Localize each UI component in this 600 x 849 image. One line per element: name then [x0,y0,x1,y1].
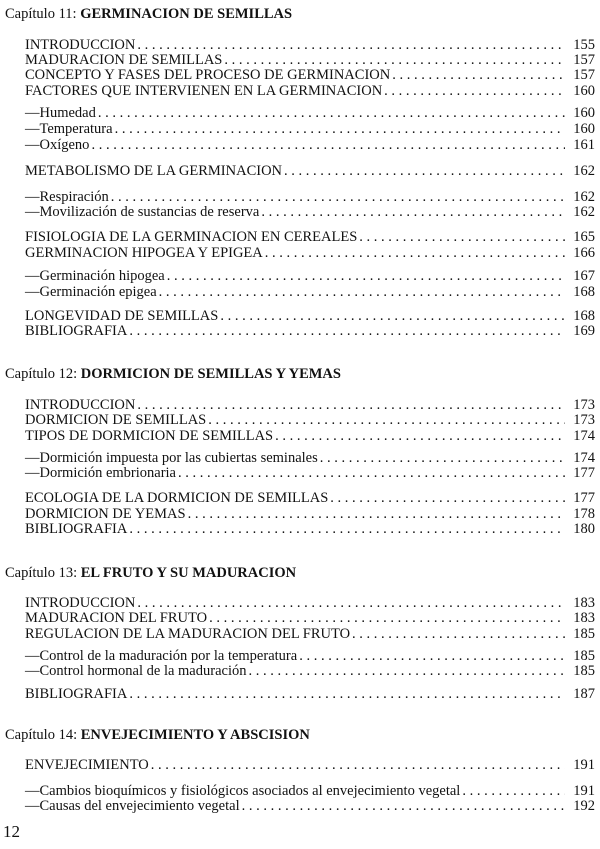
toc-entry [25,686,595,702]
dot-leader [129,323,565,339]
dot-leader [209,610,565,626]
dot-leader [242,798,565,814]
dot-leader [359,229,565,245]
entry-label: DORMICION DE YEMAS [25,506,186,522]
entry-label: METABOLISMO DE LA GERMINACION [25,163,283,179]
entry-label: —Control de la maduración por la temperatura [25,648,298,664]
dot-leader [220,308,565,324]
toc-entry [25,105,595,121]
entry-label: INTRODUCCION [25,397,136,413]
entry-label: —Dormición impuesta por las cubiertas seminales [25,450,318,466]
entry-page: 187 [573,686,595,702]
entry-page: 162 [573,189,595,205]
toc-entry [25,229,595,245]
dot-leader [151,757,565,773]
entry-label: —Temperatura [25,121,113,137]
entry-page: 177 [573,465,595,481]
entry-label: —Causas del envejecimiento vegetal [25,798,240,814]
entry-page: 183 [573,610,595,626]
entry-page: 157 [573,67,595,83]
toc-entry [25,648,595,664]
entry-page: 178 [573,506,595,522]
toc-entry [25,450,595,466]
chapter-title: GERMINACION DE SEMILLAS [80,6,293,22]
toc-entry [25,412,595,428]
toc-entry [25,37,595,53]
dot-leader [178,465,565,481]
entry-label: BIBLIOGRAFIA [25,521,128,537]
dot-leader [224,52,565,68]
dot-leader [167,268,565,284]
entry-label: DORMICION DE SEMILLAS [25,412,207,428]
entry-page: 177 [573,490,595,506]
toc-entry [25,137,595,153]
entry-label: —Germinación epigea [25,284,157,300]
dot-leader [248,663,565,679]
entry-page: 191 [573,783,595,799]
entry-label: CONCEPTO Y FASES DEL PROCESO DE GERMINACION [25,67,391,83]
entry-label: GERMINACION HIPOGEA Y EPIGEA [25,245,263,261]
dot-leader [208,412,565,428]
dot-leader [111,189,565,205]
toc-entry [25,189,595,205]
toc-entry [25,783,595,799]
dot-leader [462,783,565,799]
entry-page: 157 [573,52,595,68]
chapter-title: DORMICION DE SEMILLAS Y YEMAS [80,366,341,382]
entry-label: FACTORES QUE INTERVIENEN EN LA GERMINACION [25,83,383,99]
dot-leader [352,626,565,642]
entry-label: —Cambios bioquímicos y fisiológicos asociados al envejecimiento vegetal [25,783,461,799]
toc-entry [25,83,595,99]
entry-label: BIBLIOGRAFIA [25,323,128,339]
dot-leader [98,105,565,121]
chapter-title: ENVEJECIMIENTO Y ABSCISION [80,727,310,743]
dot-leader [137,595,565,611]
toc-entry [25,52,595,68]
entry-label: FISIOLOGIA DE LA GERMINACION EN CEREALES [25,229,358,245]
entry-label: ECOLOGIA DE LA DORMICION DE SEMILLAS [25,490,329,506]
chapter-heading [5,727,310,744]
page-number: 12 [3,822,20,841]
toc-entry [25,67,595,83]
chapter-number: Capítulo 11: [5,6,81,22]
entry-page: 185 [573,663,595,679]
chapter-number: Capítulo 14: [5,727,81,743]
entry-page: 180 [573,521,595,537]
dot-leader [129,686,565,702]
entry-label: —Control hormonal de la maduración [25,663,247,679]
dot-leader [392,67,565,83]
dot-leader [115,121,565,137]
entry-label: REGULACION DE LA MADURACION DEL FRUTO [25,626,351,642]
entry-page: 183 [573,595,595,611]
entry-label: BIBLIOGRAFIA [25,686,128,702]
entry-label: MADURACION DE SEMILLAS [25,52,223,68]
toc-entry [25,397,595,413]
entry-label: —Movilización de sustancias de reserva [25,204,260,220]
entry-page: 162 [573,204,595,220]
entry-page: 162 [573,163,595,179]
dot-leader [137,397,565,413]
entry-page: 174 [573,428,595,444]
dot-leader [384,83,565,99]
chapter-number: Capítulo 12: [5,366,81,382]
entry-page: 167 [573,268,595,284]
entry-page: 168 [573,308,595,324]
entry-page: 168 [573,284,595,300]
dot-leader [129,521,565,537]
chapter-heading [5,6,292,23]
entry-label: TIPOS DE DORMICION DE SEMILLAS [25,428,274,444]
dot-leader [261,204,565,220]
toc-entry [25,245,595,261]
toc-entry [25,284,595,300]
dot-leader [159,284,565,300]
dot-leader [330,490,565,506]
entry-page: 166 [573,245,595,261]
dot-leader [299,648,565,664]
entry-page: 185 [573,626,595,642]
toc-entry [25,626,595,642]
chapter-number: Capítulo 13: [5,565,81,581]
entry-page: 160 [573,83,595,99]
entry-label: —Germinación hipogea [25,268,165,284]
entry-label: ENVEJECIMIENTO [25,757,149,773]
toc-entry [25,465,595,481]
entry-page: 165 [573,229,595,245]
entry-page: 155 [573,37,595,53]
chapter-title: EL FRUTO Y SU MADURACION [80,565,297,581]
entry-page: 174 [573,450,595,466]
toc-entry [25,610,595,626]
dot-leader [275,428,565,444]
toc-entry [25,428,595,444]
toc-entry [25,663,595,679]
toc-entry [25,163,595,179]
entry-label: —Humedad [25,105,96,121]
toc-entry [25,308,595,324]
entry-page: 160 [573,121,595,137]
toc-entry [25,204,595,220]
toc-entry [25,757,595,773]
entry-label: —Oxígeno [25,137,90,153]
entry-label: —Respiración [25,189,109,205]
dot-leader [188,506,565,522]
entry-page: 173 [573,397,595,413]
entry-page: 191 [573,757,595,773]
entry-page: 173 [573,412,595,428]
entry-label: INTRODUCCION [25,37,136,53]
toc-entry [25,798,595,814]
toc-entry [25,490,595,506]
entry-page: 185 [573,648,595,664]
entry-label: MADURACION DEL FRUTO [25,610,208,626]
dot-leader [91,137,565,153]
dot-leader [137,37,565,53]
entry-label: LONGEVIDAD DE SEMILLAS [25,308,219,324]
toc-entry [25,323,595,339]
dot-leader [284,163,565,179]
toc-entry [25,121,595,137]
toc-entry [25,595,595,611]
entry-label: —Dormición embrionaria [25,465,176,481]
entry-page: 192 [573,798,595,814]
chapter-heading [5,565,296,582]
toc-entry [25,506,595,522]
entry-page: 161 [573,137,595,153]
dot-leader [265,245,565,261]
entry-label: INTRODUCCION [25,595,136,611]
chapter-heading [5,366,341,383]
dot-leader [320,450,565,466]
toc-entry [25,521,595,537]
toc-entry [25,268,595,284]
entry-page: 160 [573,105,595,121]
entry-page: 169 [573,323,595,339]
